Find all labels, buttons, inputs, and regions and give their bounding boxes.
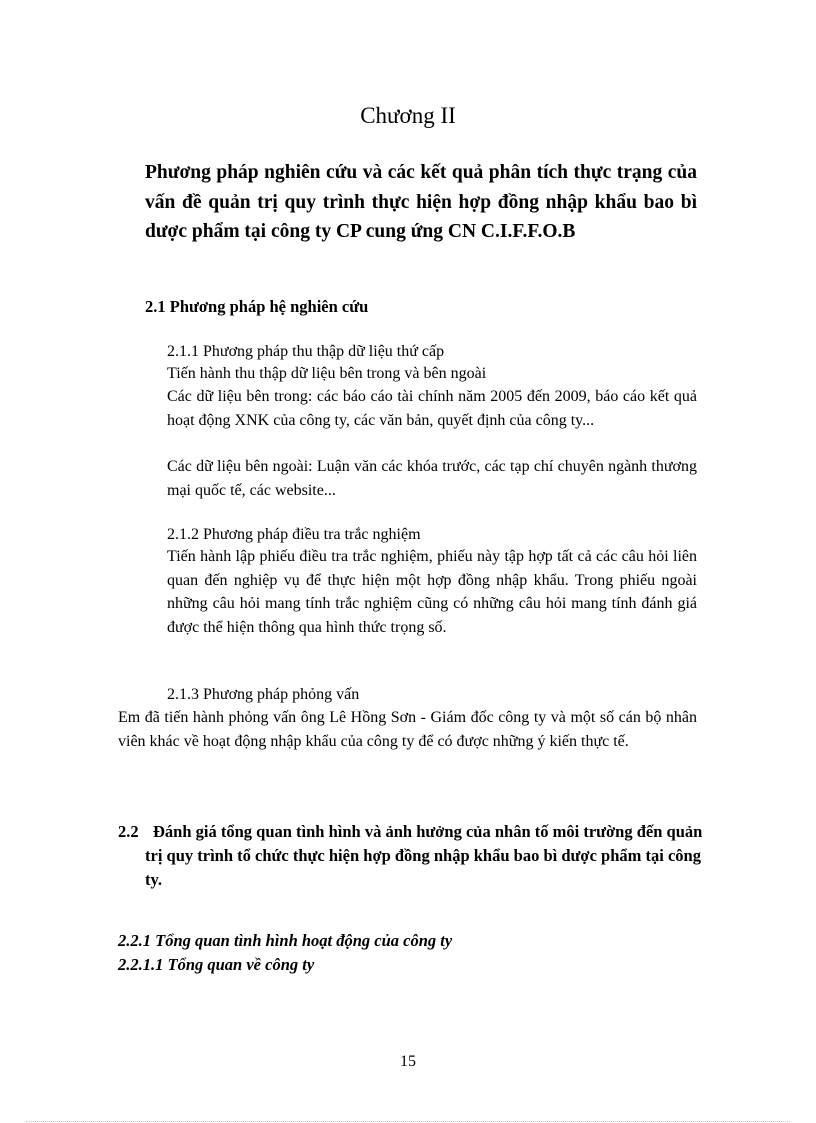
subsection-2-1-2-paragraph: Tiến hành lập phiếu điều tra trắc nghiệm, phiếu này tập hợp tất cả các câu hỏi liên quan đến nghiệp vụ để thực hiện một hợp đồng nhập khẩu. Trong phiếu ngoài những câu hỏi mang tính trắc nghiệm cũng có những câu hỏi mang tính đánh giá được thể hiện thông qua hình thức trọng số. [167, 548, 697, 636]
chapter-heading: Chương II [360, 103, 456, 128]
page-number: 15 [400, 1053, 416, 1070]
section-2-2-number: 2.2 [118, 822, 139, 841]
subsection-2-1-1-heading: 2.1.1 Phương pháp thu thập dữ liệu thứ cấp [167, 343, 445, 360]
subsection-2-1-1-outside-data: Các dữ liệu bên ngoài: Luận văn các khóa trước, các tạp chí chuyên ngành thương mại quốc tế, các website... [167, 458, 697, 499]
chapter-title: Phương pháp nghiên cứu và các kết quả phân tích thực trạng của vấn đề quản trị quy trình thực hiện hợp đồng nhập khẩu bao bì dược phẩm tại công ty CP cung ứng CN C.I.F.F.O.B [145, 162, 697, 242]
subsection-2-1-3-paragraph: Em đã tiến hành phỏng vấn ông Lê Hồng Sơn - Giám đốc công ty và một số cán bộ nhân viên khác về hoạt động nhập khẩu của công ty để có được những ý kiến thực tế. [118, 709, 697, 750]
subsection-2-2-1-heading: 2.2.1 Tổng quan tình hình hoạt động của công ty [118, 931, 453, 950]
page-bottom-divider [26, 1121, 790, 1122]
section-2-1-heading: 2.1 Phương pháp hệ nghiên cứu [145, 297, 369, 316]
subsection-2-1-3-heading: 2.1.3 Phương pháp phỏng vấn [167, 686, 360, 703]
subsection-2-1-1-inside-data: Các dữ liệu bên trong: các báo cáo tài chính năm 2005 đến 2009, báo cáo kết quả hoạt động XNK của công ty, các văn bản, quyết định của công ty... [167, 388, 697, 429]
subsection-2-2-1-1-heading: 2.2.1.1 Tổng quan về công ty [118, 955, 315, 974]
subsection-2-1-1-line: Tiến hành thu thập dữ liệu bên trong và bên ngoài [167, 365, 487, 382]
section-2-2-text: Đánh giá tổng quan tình hình và ảnh hưởng của nhân tố môi trường đến quản trị quy trình tổ chức thực hiện hợp đồng nhập khẩu bao bì dược phẩm tại công ty. [145, 822, 703, 889]
subsection-2-1-2-heading: 2.1.2 Phương pháp điều tra trắc nghiệm [167, 526, 421, 543]
section-2-2-heading [118, 820, 703, 892]
